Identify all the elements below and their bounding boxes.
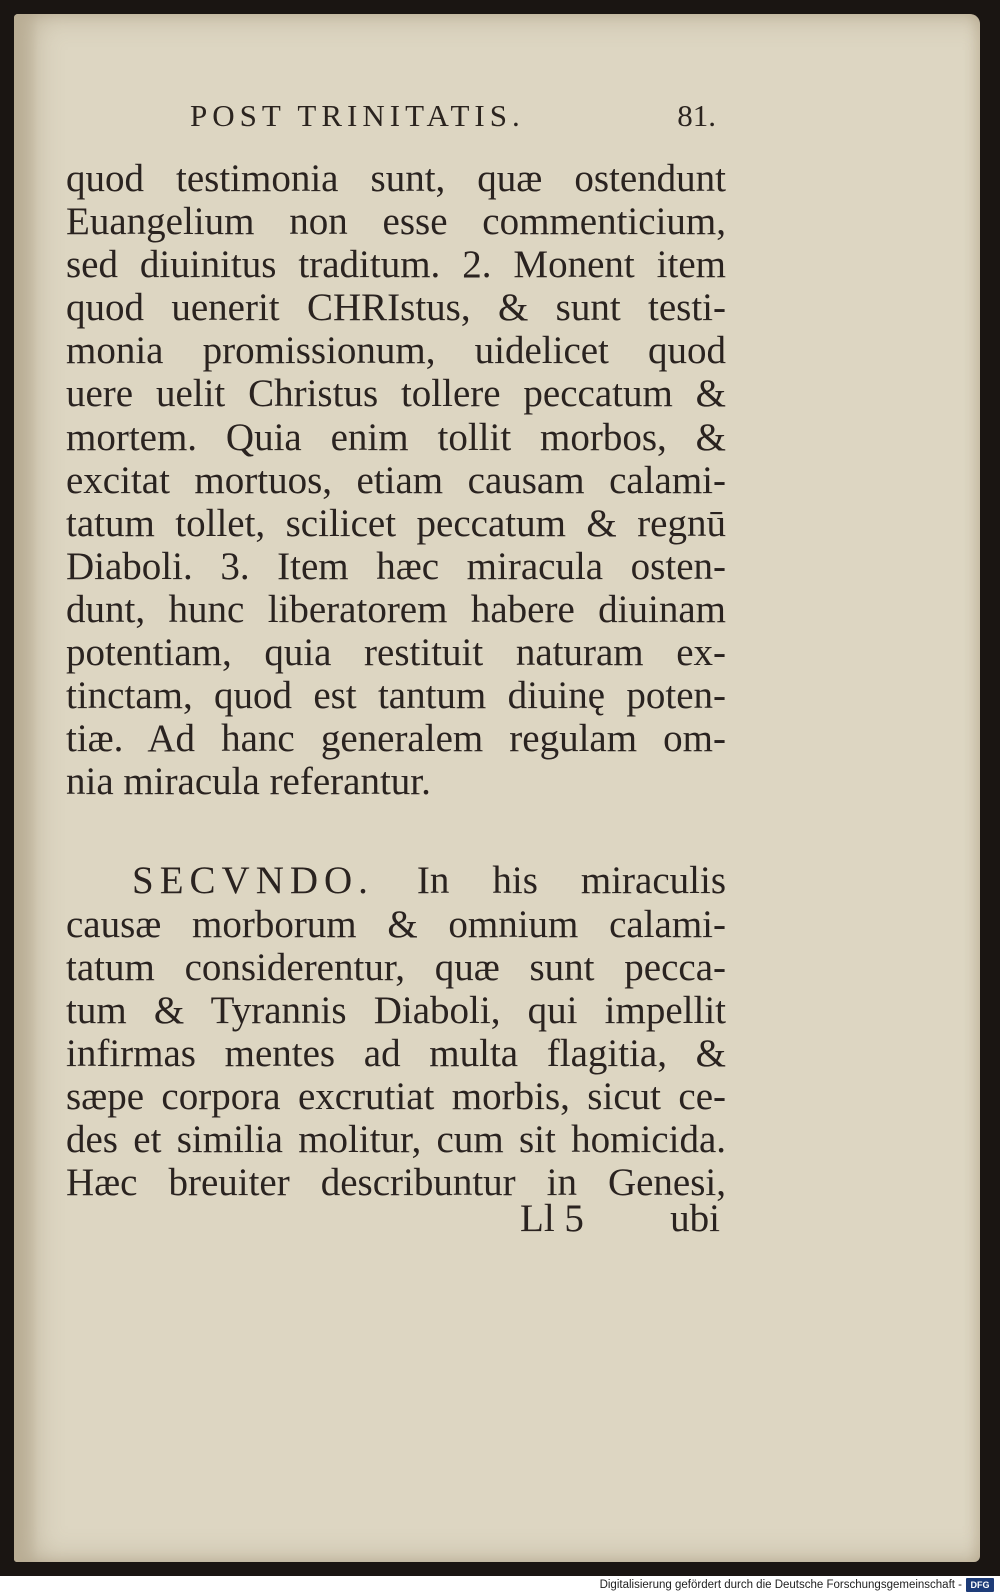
- text-line: potentiam, quia restituit naturam ex-: [66, 631, 726, 675]
- text-line: tatum tollet, scilicet peccatum & regnū: [66, 501, 726, 545]
- paragraph-gap: [66, 803, 726, 859]
- funding-note: Digitalisierung gefördert durch die Deutsche Forschungsgemeinschaft -: [599, 1579, 962, 1591]
- text-line: quod uenerit CHRIstus, & sunt testi-: [66, 286, 726, 330]
- page-gutter-shadow: [14, 14, 38, 1562]
- dfg-logo: DFG: [966, 1578, 994, 1592]
- text-line: tiæ. Ad hanc generalem regulam om-: [66, 717, 726, 761]
- text-line: excitat mortuos, etiam causam calami-: [66, 458, 726, 502]
- text-line: quod testimonia sunt, quæ ostendunt: [66, 157, 726, 200]
- signature-mark: Ll 5: [520, 1197, 584, 1240]
- running-head-title: POST TRINITATIS.: [190, 98, 525, 133]
- text-line: causæ morborum & omnium calami-: [66, 902, 726, 946]
- text-line: tum & Tyrannis Diaboli, qui impellit: [66, 988, 726, 1032]
- section-heading-line: [66, 859, 726, 902]
- catchword: ubi: [670, 1197, 720, 1240]
- text-line: infirmas mentes ad multa flagitia, &: [66, 1031, 726, 1075]
- text-line: sæpe corpora excrutiat morbis, sicut ce-: [66, 1074, 726, 1118]
- text-line-last: nia miracula referantur.: [66, 760, 431, 804]
- body-text: [66, 157, 726, 1204]
- text-line: tinctam, quod est tantum diuinę poten-: [66, 674, 726, 718]
- text-line: Diaboli. 3. Item hæc miracula osten-: [66, 544, 726, 588]
- text-line: tatum considerentur, quæ sunt pecca-: [66, 945, 726, 989]
- text-line: Hæc breuiter describuntur in Genesi,: [66, 1161, 726, 1205]
- page-number: 81.: [677, 98, 716, 133]
- text-line: des et similia molitur, cum sit homicida.: [66, 1117, 726, 1161]
- text-line: uere uelit Christus tollere peccatum &: [66, 372, 726, 416]
- section-first-line-text: In his miraculis: [416, 859, 726, 903]
- text-line: monia promissionum, uidelicet quod: [66, 329, 726, 373]
- text-line: sed diuinitus traditum. 2. Monent item: [66, 243, 726, 287]
- text-line: dunt, hunc liberatorem habere diuinam: [66, 587, 726, 631]
- section-heading: SECVNDO.: [132, 859, 374, 903]
- digitization-footer: [0, 1576, 1000, 1596]
- text-line: mortem. Quia enim tollit morbos, &: [66, 415, 726, 459]
- text-line: Euangelium non esse commenticium,: [66, 200, 726, 244]
- running-head: [176, 98, 716, 138]
